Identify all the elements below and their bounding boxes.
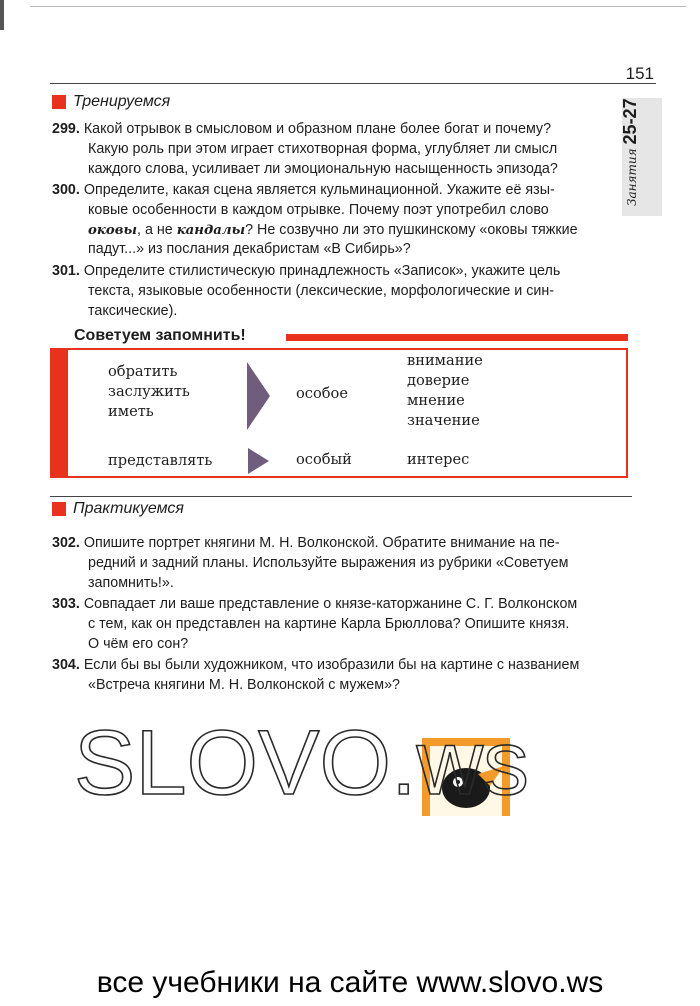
arrow-right-icon (248, 448, 269, 474)
task-304 (52, 656, 610, 696)
verb: представлять (108, 452, 213, 469)
task-line: Совпадает ли ваше представление о князе-каторжанине С. Г. Волконском (83, 596, 578, 612)
section-practice (52, 500, 184, 518)
side-tab-range: 25-27 (620, 98, 640, 145)
task-line: каждого слова, усиливает ли эмоциональную насыщенность эпизода? (88, 160, 558, 177)
task-line: Определите, какая сцена является кульминационной. Укажите её язы- (83, 182, 555, 198)
task-line: падут...» из послания декабристам «В Сибирь»? (88, 241, 411, 258)
noun: мнение (407, 392, 465, 409)
advice-title-bar (286, 334, 628, 341)
task-line: Опишите портрет княгини М. Н. Волконской. Обратите внимание на пе- (83, 535, 560, 551)
task-number: 301. (52, 263, 80, 279)
header-rule (50, 83, 656, 84)
task-line: О чём его сон? (88, 635, 189, 652)
noun: значение (407, 412, 480, 429)
noun: доверие (407, 372, 470, 389)
section-marker-icon (52, 502, 66, 516)
task-line: Если бы вы были художником, что изобразили бы на картине с названием (83, 657, 580, 673)
adjective: особый (296, 451, 352, 468)
word-kandaly: кандалы (176, 222, 246, 238)
task-302 (52, 534, 610, 593)
task-line: Какую роль при этом играет стихотворная форма, углубляет ли смысл (88, 140, 558, 157)
task-line: Определите стилистическую принадлежность «Записок», укажите цель (83, 263, 561, 279)
verb: обратить (108, 363, 178, 380)
word-okovy: оковы (88, 222, 137, 238)
section-title: Тренируемся (73, 93, 171, 110)
task-301 (52, 262, 610, 321)
task-line: Какой отрывок в смысловом и образном плане более богат и почему? (83, 121, 552, 137)
task-text: , а не (137, 221, 177, 238)
task-line: редний и задний планы. Используйте выражения из рубрики «Советуем (88, 554, 569, 571)
side-tab-word: Занятия (625, 148, 639, 206)
task-line: ковые особенности в каждом отрывке. Почему поэт употребил слово (88, 201, 549, 218)
adjective: особое (296, 385, 348, 402)
watermark-text: SLOVO.ws (74, 716, 530, 814)
page-edge (0, 0, 4, 30)
task-number: 302. (52, 535, 80, 551)
section-train (52, 93, 170, 111)
task-number: 300. (52, 182, 80, 198)
section-marker-icon (52, 95, 66, 109)
watermark-logo (74, 716, 634, 816)
task-number: 303. (52, 596, 80, 612)
page-number: 151 (625, 64, 654, 83)
verb: иметь (108, 403, 154, 420)
footer-text: все учебники на сайте www.slovo.ws (96, 966, 604, 999)
task-line: текста, языковые особенности (лексические, морфологические и син- (88, 282, 555, 299)
task-line (52, 221, 610, 241)
noun: внимание (407, 352, 483, 369)
side-tab-label (620, 98, 641, 206)
task-303 (52, 595, 610, 654)
task-299 (52, 120, 610, 179)
verb: заслужить (108, 383, 190, 400)
task-line: «Встреча княгини М. Н. Волконской с мужем»? (88, 676, 400, 693)
task-300 (52, 181, 610, 260)
task-text: ? Не созвучно ли это пушкинскому «оковы тяжкие (245, 221, 578, 238)
task-line: с тем, как он представлен на картине Карла Брюллова? Опишите князя. (88, 615, 570, 632)
advice-title: Советуем запомнить! (74, 327, 246, 344)
noun: интерес (407, 451, 470, 468)
advice-stripe (50, 348, 68, 478)
task-number: 299. (52, 121, 80, 137)
task-line: таксические). (88, 302, 178, 319)
section-title: Практикуемся (73, 500, 184, 517)
top-rule (30, 6, 686, 7)
arrow-right-icon (247, 362, 270, 430)
task-number: 304. (52, 657, 80, 673)
task-line: запомнить!». (88, 574, 174, 591)
section-rule (50, 496, 632, 497)
